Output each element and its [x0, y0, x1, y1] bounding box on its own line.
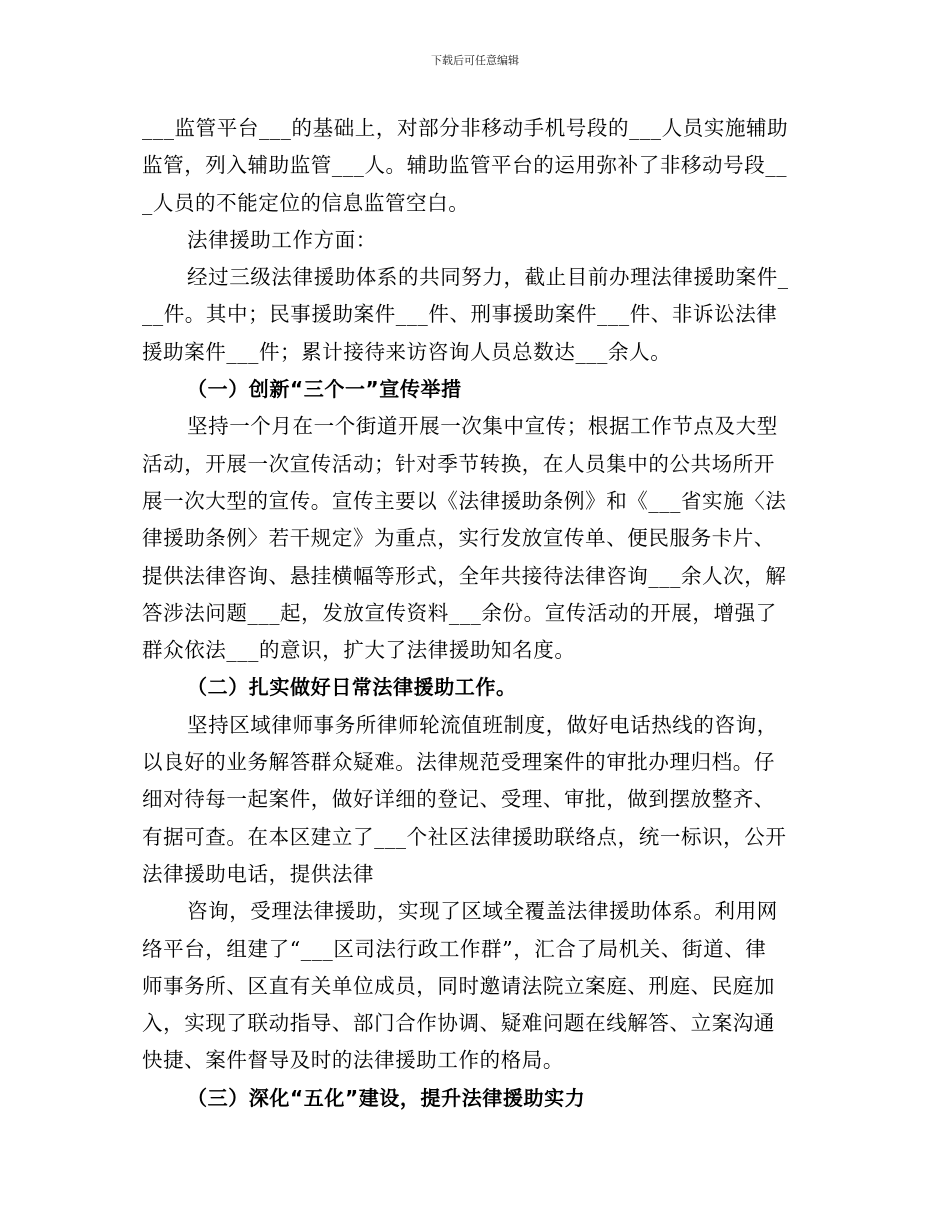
- document-body: [142, 110, 810, 1117]
- body-line: _人员的不能定位的信息监管空白。: [142, 190, 470, 215]
- body-line: 有据可查。在本区建立了___个社区法律援助联络点，统一标识，公开: [142, 824, 787, 849]
- body-line: 法律援助电话，提供法律: [142, 861, 375, 886]
- body-line: 以良好的业务解答群众疑难。法律规范受理案件的审批办理归档。仔: [142, 750, 775, 775]
- body-line: 经过三级法律援助体系的共同努力，截止目前办理法律援助案件_: [187, 265, 789, 290]
- body-line: 入，实现了联动指导、部门合作协调、疑难问题在线解答、立案沟通: [142, 1011, 775, 1036]
- body-line: 援助案件___件；累计接待来访咨询人员总数达___余人。: [142, 339, 672, 364]
- body-line: 法律援助工作方面：: [187, 227, 377, 252]
- body-line: 监管，列入辅助监管___人。辅助监管平台的运用弥补了非移动号段__: [142, 153, 788, 178]
- body-line: 咨询，受理法律援助，实现了区域全覆盖法律援助体系。利用网: [187, 899, 778, 924]
- page-header-note: 下载后可任意编辑: [431, 54, 519, 67]
- body-line: 坚持区域律师事务所律师轮流值班制度，做好电话热线的咨询，: [187, 712, 778, 737]
- body-line: __件。其中；民事援助案件___件、刑事援助案件___件、非诉讼法律: [142, 302, 778, 327]
- body-line: 律援助条例〉若干规定》为重点，实行发放宣传单、便民服务卡片、: [142, 526, 775, 551]
- section-heading-2: （二）扎实做好日常法律援助工作。: [187, 675, 517, 700]
- body-line: 坚持一个月在一个街道开展一次集中宣传；根据工作节点及大型: [187, 414, 778, 439]
- body-line: 师事务所、区直有关单位成员，同时邀请法院立案庭、刑庭、民庭加: [142, 973, 775, 998]
- body-line: 展一次大型的宣传。宣传主要以《法律援助条例》和《___省实施〈法: [142, 488, 787, 513]
- body-line: 答涉法问题___起，发放宣传资料___余份。宣传活动的开展，增强了: [142, 600, 777, 625]
- body-line: 活动，开展一次宣传活动；针对季节转换，在人员集中的公共场所开: [142, 451, 775, 476]
- body-line: 细对待每一起案件，做好详细的登记、受理、审批，做到摆放整齐、: [142, 787, 775, 812]
- body-line: 络平台，组建了“___区司法行政工作群”，汇合了局机关、街道、律: [142, 936, 767, 961]
- body-line: ___监管平台___的基础上，对部分非移动手机号段的___人员实施辅助: [142, 116, 789, 140]
- body-line: 提供法律咨询、悬挂横幅等形式，全年共接待法律咨询___余人次，解: [142, 563, 787, 588]
- section-heading-1: （一）创新“三个一”宣传举措: [187, 377, 462, 402]
- body-line: 群众依法___的意识，扩大了法律援助知名度。: [142, 638, 576, 663]
- section-heading-3: （三）深化“五化”建设，提升法律援助实力: [187, 1085, 586, 1110]
- body-line: 快捷、案件督导及时的法律援助工作的格局。: [142, 1048, 564, 1073]
